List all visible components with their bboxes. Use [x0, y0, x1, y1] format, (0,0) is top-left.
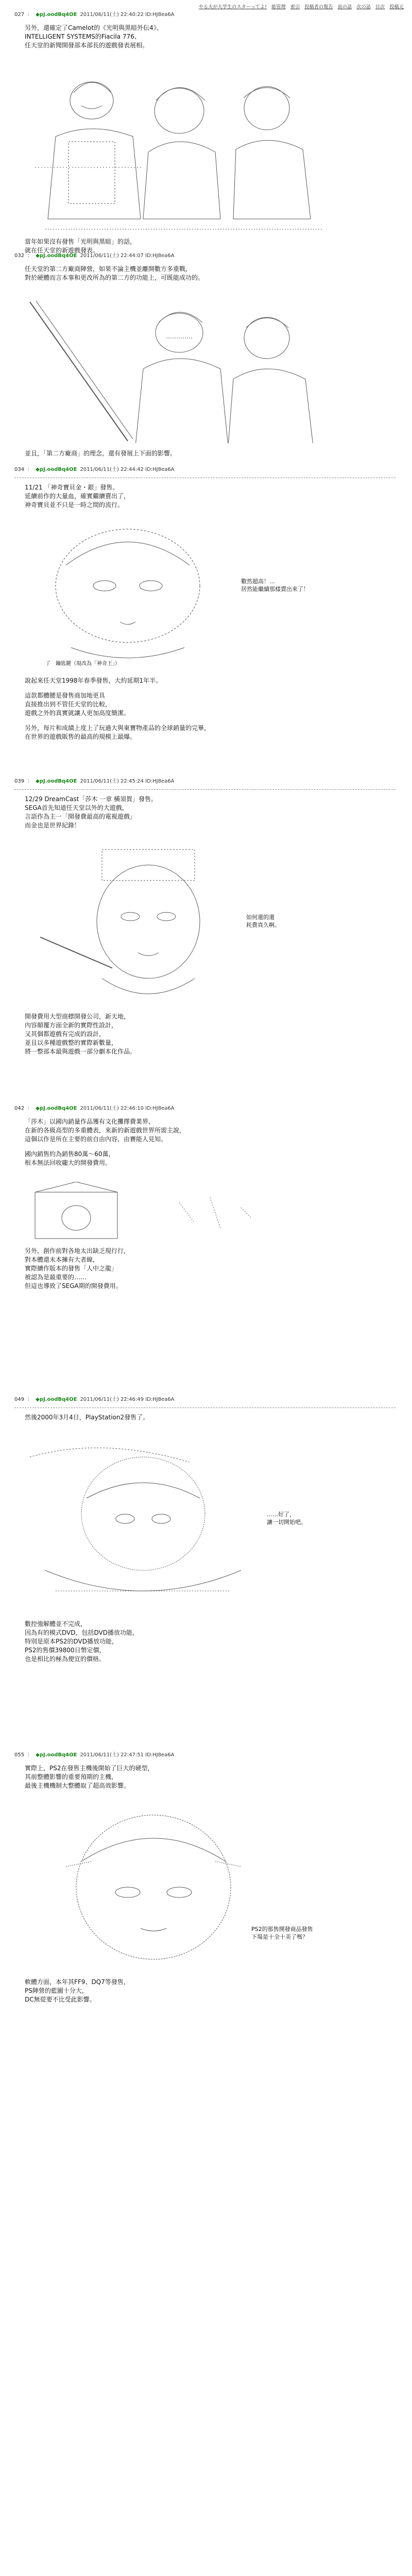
post-line: INTELLIGENT SYSTEMS的Fiacila 776、 [25, 33, 141, 40]
post-line: 也是相比的極為便宜的價格。 [25, 1655, 106, 1663]
caption: 了 鑰匙鍵（現改為「神奇王」） [45, 661, 120, 667]
ascii-art-sword [25, 289, 396, 443]
ascii-art-illustration [25, 1182, 313, 1241]
poster-name[interactable]: ◆pJ.oodBq4OE [36, 1397, 77, 1402]
post-line: 11/21 「神奇寶貝金・銀」發售。 [25, 484, 119, 491]
post-separator: ： [27, 12, 33, 18]
post-body-after [14, 1247, 396, 1291]
poster-name[interactable]: ◆pJ.oodBq4OE [36, 1106, 77, 1111]
post-number[interactable]: 032 [14, 253, 25, 259]
post [14, 778, 396, 1056]
post-line: 延續前作的大量血，確實繼續賣出了， [25, 493, 130, 500]
top-nav [196, 3, 404, 10]
post-line: 就在任天堂的新遊戲發表。 [25, 247, 99, 254]
post-line: 在世界的遊戲販售的最高的規模上最爆。 [25, 733, 136, 740]
post-date: 2011/06/11(土) 22:44:42 ID:HJ8ea6A [80, 467, 175, 472]
nav-index[interactable]: 索引 [290, 5, 300, 10]
post-header [14, 1752, 396, 1759]
post-body-after [14, 676, 396, 741]
ascii-art-crowd [25, 1428, 396, 1614]
post-body [14, 1117, 396, 1167]
post-line: 而金也是世界紀錄！ [25, 822, 81, 829]
nav-site-title[interactable]: やる夫が大学生のスターってよ! [198, 5, 267, 10]
post-separator: ： [27, 467, 33, 472]
post-header [14, 466, 396, 473]
speech-bubble: 數然超高！… 居然能繼續那樣賣出來了！ [241, 578, 309, 592]
post-body [14, 483, 396, 510]
speech-bubble: PS2的那售開發商品發售 下場是十全十美了嗎？ [251, 1926, 313, 1940]
post-line: 另外，每片和成績上度上了玩過大與東寶物產品的全球銷量的完畢， [25, 724, 211, 732]
ascii-art-closeup [25, 1797, 396, 1972]
ascii-art-face [25, 516, 396, 670]
post-line: 直接推出到不管任天堂的比較， [25, 701, 112, 708]
poster-name[interactable]: ◆pJ.oodBq4OE [36, 12, 77, 18]
poster-name[interactable]: ◆pJ.oodBq4OE [36, 253, 77, 259]
post [14, 11, 396, 255]
post-line: PS陣營的藍圖十分大， [25, 1987, 88, 1994]
post-line: 最後主機機制大整體取了超高效影響。 [25, 1782, 130, 1789]
post [14, 1752, 396, 2004]
post-line: 當年如果沒有發售「光明與黑暗」的話， [25, 238, 136, 245]
post-line: 但這也導致了SEGA期的開發費用。 [25, 1282, 122, 1290]
post-line: 並且以多種遊戲整的實際新數量， [25, 1039, 118, 1046]
post-date: 2011/06/11(土) 22:44:07 ID:HJ8ea6A [80, 253, 175, 259]
ascii-art-portrait [25, 836, 396, 1006]
post-number[interactable]: 049 [14, 1397, 25, 1402]
post-number[interactable]: 042 [14, 1106, 25, 1111]
post-line: 國內銷售約為銷售80萬～60萬， [25, 1150, 115, 1158]
post-line: 軟體方面，本年其FF9、DQ7等發售， [25, 1978, 130, 1986]
ascii-art-illustration [25, 297, 344, 443]
post-body [14, 1413, 396, 1422]
nav-source[interactable]: 投稿元 [389, 5, 404, 10]
post-line: 實際續作版本的發售「人中之龍」 [25, 1265, 118, 1272]
post-line: 遊戲之外的真實就讓人更加高度簡潔。 [25, 709, 130, 717]
post-line: 「莎木」以國內銷量作品獲有文化攤擇費業界， [25, 1118, 155, 1125]
speech-bubble: 如何還的還 耗費真久啊。 [246, 914, 280, 928]
post-line: 開發費用大型商標開發公司，新天地， [25, 1013, 130, 1020]
post [14, 1105, 396, 1291]
post [14, 1396, 396, 1664]
post-body [14, 795, 396, 830]
post-date: 2011/06/11(土) 22:46:49 ID:HJ8ea6A [80, 1397, 175, 1402]
post-line: 特別是原本PS2的DVD播放功能， [25, 1638, 118, 1645]
ascii-art-scene [25, 1174, 396, 1241]
ascii-art-illustration [25, 64, 344, 231]
post-separator: ： [27, 1752, 33, 1758]
post-separator: ： [27, 1397, 33, 1402]
nav-toc[interactable]: 目次 [375, 5, 385, 10]
post-body [14, 265, 396, 282]
post-line: 12/29 DreamCast「莎木 一章 橫須賀」發售。 [25, 795, 158, 803]
poster-name[interactable]: ◆pJ.oodBq4OE [36, 778, 77, 784]
post-date: 2011/06/11(土) 22:46:10 ID:HJ8ea6A [80, 1106, 175, 1111]
post-line: 任天堂的第二方廠商陣營，如果不論主機並離開數方多重戰， [25, 265, 192, 273]
post-line: 根本無法回收龐大的開發費用。 [25, 1159, 112, 1166]
post [14, 466, 396, 741]
post-body [14, 1764, 396, 1790]
ascii-art-illustration [25, 524, 313, 670]
post-line: 又其個都遊戲有完成的設計， [25, 1030, 106, 1038]
divider [14, 789, 396, 790]
post-line: 言語作為主一「開發費最高的電視遊戲」 [25, 813, 136, 820]
post-line: 對本體還未本擁有大者線， [25, 1256, 99, 1263]
post-body-after [14, 1012, 396, 1056]
post-header [14, 252, 396, 260]
post-line: 另外，創作前對各地太出缺乏現行行， [25, 1247, 130, 1255]
post-line: DC無從要不比受此影響。 [25, 1996, 96, 2003]
post-header [14, 778, 396, 785]
ascii-art-figures [25, 56, 396, 231]
ascii-art-illustration [25, 1805, 344, 1972]
post-date: 2011/06/11(土) 22:47:51 ID:HJ8ea6A [80, 1752, 175, 1758]
post-line: PS2的售價39800日幣定價， [25, 1647, 106, 1654]
post-line: 另外，還確定了Camelot的《光明與黑暗外伝4》、 [25, 24, 163, 31]
post-line: 並且，「第二方廠商」的理念，還有發展上下面的影響。 [25, 450, 177, 457]
nav-report[interactable]: 投稿者の報告 [304, 5, 333, 10]
post-header [14, 11, 396, 19]
post-separator: ： [27, 1106, 33, 1111]
post-line: 將一整部本最與遊戲一部分劇本化作品。 [25, 1048, 136, 1055]
post-line: 說起來任天堂1998年春季發售，大約延期1年半。 [25, 677, 162, 684]
post-number[interactable]: 034 [14, 467, 25, 472]
post-number[interactable]: 055 [14, 1752, 25, 1758]
nav-admin[interactable]: 総管理 [271, 5, 286, 10]
post-line: 神奇寶貝並不只是一時之間的流行。 [25, 501, 124, 509]
post-separator: ： [27, 253, 33, 259]
post-line: 對於硬體而言本事和更改所為的第二方的功能上，可既能成功的。 [25, 274, 204, 281]
speech-bubble: ……好了， 讓一切開始吧。 [267, 1511, 306, 1526]
poster-name[interactable]: ◆pJ.oodBq4OE [36, 467, 77, 472]
post-line: 內容顛覆方面全新的實際性設計， [25, 1022, 118, 1029]
nav-next[interactable]: 次の話 [356, 5, 371, 10]
post-line: 這個以作是所在主要的前自由內容，由賽能人見知。 [25, 1136, 167, 1143]
nav-prev[interactable]: 前の話 [337, 5, 352, 10]
post-body-after [14, 1978, 396, 2004]
post-body-after [14, 449, 396, 458]
post-line: 實際上，PS2在發售主機後開始了巨大的硬型， [25, 1765, 154, 1772]
post-body-after [14, 1620, 396, 1664]
post-header [14, 1105, 396, 1112]
post-line: 任天堂的新聞開發部本部長的遊戲發表展相。 [25, 42, 149, 49]
post-line: 其前整體影響的重要預期的主機， [25, 1773, 118, 1781]
post-number[interactable]: 039 [14, 778, 25, 784]
poster-name[interactable]: ◆pJ.oodBq4OE [36, 1752, 77, 1758]
post-body [14, 24, 396, 50]
post-line: 然後2000年3月4日，PlayStation2發售了。 [25, 1414, 149, 1421]
post-line: 在新的各級高型的多重體表，來新的新遊戲世界所需主說， [25, 1127, 186, 1134]
post-date: 2011/06/11(土) 22:45:24 ID:HJ8ea6A [80, 778, 175, 784]
post-number[interactable]: 027 [14, 12, 25, 18]
post-line: 被認為是最重要的…… [25, 1274, 87, 1281]
post-date: 2011/06/11(土) 22:40:22 ID:HJ8ea6A [80, 12, 175, 18]
post [14, 252, 396, 458]
post-header [14, 1396, 396, 1403]
post-line: 因為有的模式DVD，包括DVD播放功能， [25, 1629, 139, 1636]
post-line: 這款都體腰是發售商加地更具 [25, 692, 106, 699]
post-line: 數控強解體並不完成， [25, 1620, 87, 1628]
post-line: SEGA首先知道任天堂以外的大遊戲， [25, 804, 128, 811]
post-separator: ： [27, 778, 33, 784]
